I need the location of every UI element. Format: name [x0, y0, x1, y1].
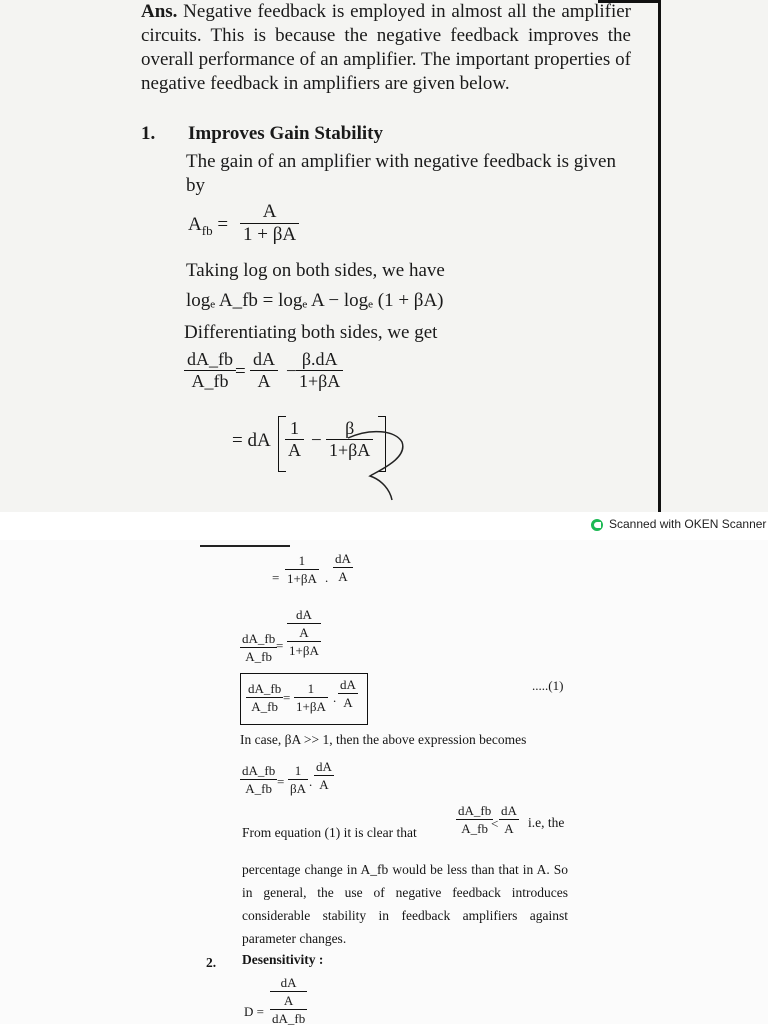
eq6-dot: . [333, 690, 337, 705]
from-tail: i.e, the [528, 815, 565, 830]
eq6-frac2: dA A [340, 677, 356, 710]
gain-paragraph: The gain of an amplifier with negative feedback is given by [186, 151, 616, 196]
from-text: From equation (1) it is clear that [242, 825, 417, 840]
eq2-frac-mid: dA A [250, 349, 278, 392]
eq2-frac-lhs: dA_fb A_fb [184, 349, 236, 392]
section-heading: Improves Gain Stability [188, 123, 383, 144]
eq8-lhs: D = [244, 1004, 264, 1019]
page-rule [200, 545, 290, 547]
eq4-frac2: dA A [335, 551, 351, 584]
eq3-frac2: β 1+βA [326, 418, 373, 461]
eq4-equals: = [272, 570, 280, 585]
scanner-badge: Scanned with OKEN Scanner [591, 517, 766, 531]
eq3-minus: − [311, 430, 322, 451]
eq7-frac2: dA A [316, 759, 332, 792]
from-frac2: dA A [501, 803, 517, 836]
eq1-lhs: $A_{fb}$ = [188, 214, 229, 238]
eq6-lhs: dA_fb A_fb [248, 681, 282, 714]
scanned-page-top [0, 0, 768, 512]
eq2-equals: = [235, 361, 246, 382]
log-text: Taking log on both sides, we have [186, 260, 445, 281]
eq2-minus: − [286, 361, 297, 382]
eq8-frac: dA A dA_fb [272, 975, 306, 1026]
diff-text: Differentiating both sides, we get [184, 322, 438, 343]
item2-number: 2. [206, 955, 217, 970]
eq4-dot: . [325, 570, 329, 585]
from-frac1: dA_fb A_fb [458, 803, 492, 836]
scanner-logo-icon [591, 519, 603, 531]
eq7-dot: . [309, 774, 313, 789]
pen-mark [340, 418, 410, 503]
eq3-prefix: = dA [232, 430, 271, 451]
eq5-rhs: dA A 1+βA [289, 607, 319, 658]
eq7-equals: = [277, 774, 285, 789]
case-text: In case, βA >> 1, then the above expression becomes [240, 732, 527, 747]
scanned-page-bottom [0, 540, 768, 1024]
eq6-frac1: 1 1+βA [296, 681, 326, 714]
item-number: 1. [141, 123, 156, 144]
equation-tag: .....(1) [532, 678, 564, 693]
less-than-sign: < [491, 816, 499, 831]
intro-paragraph: Ans. Negative feedback is employed in almost all the amplifier circuits. This is because the negative feedback improves the overall performance of an amplifier. The important properties of negative feedback in amplifiers are given below. [141, 1, 632, 94]
eq6-equals: = [283, 690, 291, 705]
item2-heading: Desensitivity : [242, 952, 324, 967]
eq7-frac1: 1 βA [290, 763, 307, 796]
eq5-lhs: dA_fb A_fb [242, 631, 276, 664]
eq2-frac-rhs: β.dA 1+βA [296, 349, 343, 392]
eq4-frac1: 1 1+βA [287, 553, 317, 586]
eq3-frac1: 1 A [285, 418, 304, 461]
page-border-right [658, 0, 661, 512]
log-equation: logₑ A_fb = logₑ A − logₑ (1 + βA) [186, 290, 444, 311]
eq5-equals: = [276, 638, 284, 653]
stability-paragraph: percentage change in A_fb would be less than that in A. So in general, the use of negative feedback introduces considerable stability in feedback amplifiers against parameter changes. [242, 862, 568, 946]
eq1-fraction: A 1 + βA [240, 201, 299, 246]
eq7-lhs: dA_fb A_fb [242, 763, 276, 796]
